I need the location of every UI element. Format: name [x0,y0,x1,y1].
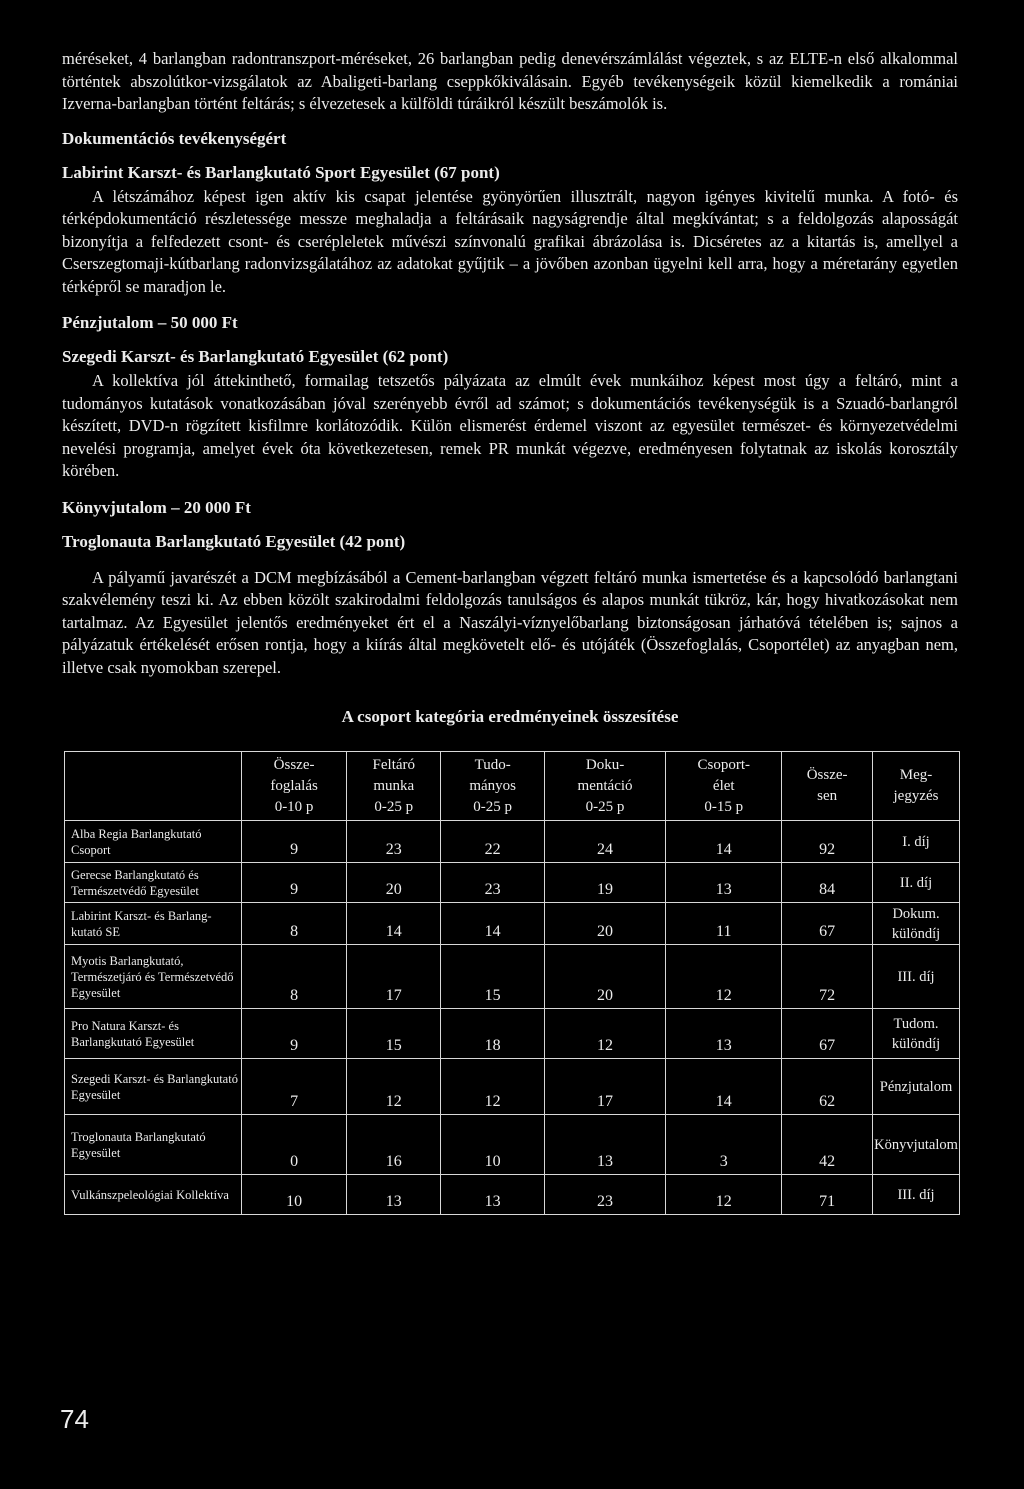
score-cell: 12 [666,945,782,1009]
org-name-cell: Szegedi Karszt- és Barlangkutató Egyesület [65,1059,242,1115]
score-cell: 8 [242,903,347,945]
page-content [62,48,958,1215]
score-cell: 11 [666,903,782,945]
score-cell: 23 [441,863,544,903]
award-cell: Könyvjutalom [873,1115,960,1175]
section-org-troglonauta: Troglonauta Barlangkutató Egyesület (42 pont) [62,531,406,551]
score-cell: 18 [441,1009,544,1059]
award-cell: II. díj [873,863,960,903]
score-cell: 16 [347,1115,441,1175]
org-name-cell: Labirint Karszt- és Barlang-kutató SE [65,903,242,945]
page-number: 74 [60,1404,89,1434]
award-cell: Pénzjutalom [873,1059,960,1115]
award-cell: III. díj [873,1175,960,1215]
score-cell: 24 [544,821,665,863]
score-cell: 20 [544,945,665,1009]
score-cell: 12 [666,1175,782,1215]
section-title-book-prize: Könyvjutalom – 20 000 Ft [62,497,251,517]
award-cell: III. díj [873,945,960,1009]
section-text-szegedi: A kollektíva jól áttekinthető, formailag tetszetős pályázata az elmúlt évek munkáihoz képest most úgy a feltáró, mint a tudományos kutatások vonatkozásában jóval szerényebb évről ad számot; s dokumentációs tevékenységük is a Szuadó-barlangról készített, DVD-n rögzített kisfilmre korlátozódik. Külön elismerést érdemel viszont az egyesület természet- és környezetvédelmi nevelési programja, amelyet évek óta következetesen, remek PR munkát végezve, eredményesen folytatnak az iskolás korosztály körében. [62,371,958,480]
table-header-row [65,752,960,821]
section-text-labirint: A létszámához képest igen aktív kis csapat jelentése gyönyörűen illusztrált, nagyon igényes kivitelű munka. A fotó- és térképdokumentáció részletessége messze meghaladja a feltárásaik nagyságrendje által megkívántat; s a feldolgozás alaposságát bizonyítja a felfedezett csont- és cserépleletek művészi színvonalú grafikai ábrázolása is. Dicséretes az a kitartás is, amellyel a Cserszegtomaji-kútbarlang radonvizsgálatához az adatokat gyűjtik – a jövőben azonban ügyelni kell arra, hogy a méretarány egyetlen térképről se maradjon le. [62,186,958,296]
score-cell: 13 [666,863,782,903]
score-cell: 14 [666,821,782,863]
org-name-cell: Alba Regia Barlangkutató Csoport [65,821,242,863]
score-cell: 9 [242,863,347,903]
table-header-cell: Össze- sen [782,752,873,821]
table-header-cell: Doku- mentáció 0-25 p [544,752,665,821]
score-cell: 14 [666,1059,782,1115]
score-cell: 42 [782,1115,873,1175]
score-cell: 84 [782,863,873,903]
score-cell: 14 [441,903,544,945]
results-table-body [65,821,960,1215]
score-cell: 71 [782,1175,873,1215]
score-cell: 15 [441,945,544,1009]
org-name-cell: Myotis Barlangkutató, Természetjáró és Természetvédő Egyesület [65,945,242,1009]
table-row [65,821,960,863]
score-cell: 8 [242,945,347,1009]
score-cell: 20 [544,903,665,945]
score-cell: 13 [347,1175,441,1215]
score-cell: 67 [782,1009,873,1059]
score-cell: 72 [782,945,873,1009]
score-cell: 62 [782,1059,873,1115]
score-cell: 9 [242,1009,347,1059]
score-cell: 13 [441,1175,544,1215]
table-row [65,863,960,903]
table-row [65,1059,960,1115]
org-name-cell: Gerecse Barlangkutató és Természetvédő Egyesület [65,863,242,903]
score-cell: 12 [441,1059,544,1115]
section-title-documentation: Dokumentációs tevékenységért [62,128,287,148]
award-cell: Dokum. különdíj [873,903,960,945]
score-cell: 14 [347,903,441,945]
score-cell: 13 [544,1115,665,1175]
score-cell: 7 [242,1059,347,1115]
score-cell: 3 [666,1115,782,1175]
table-row [65,1175,960,1215]
score-cell: 23 [347,821,441,863]
score-cell: 13 [666,1009,782,1059]
score-cell: 15 [347,1009,441,1059]
score-cell: 19 [544,863,665,903]
section-title-cash-prize: Pénzjutalom – 50 000 Ft [62,313,238,332]
table-header-cell: Össze- foglalás 0-10 p [242,752,347,821]
section-org-labirint: Labirint Karszt- és Barlangkutató Sport Egyesület (67 pont) [62,162,500,182]
award-cell: Tudom. különdíj [873,1009,960,1059]
table-header-cell [65,752,242,821]
score-cell: 17 [347,945,441,1009]
score-cell: 10 [242,1175,347,1215]
table-row [65,945,960,1009]
results-table [64,751,960,1215]
table-row [65,1115,960,1175]
section-org-szegedi: Szegedi Karszt- és Barlangkutató Egyesület (62 pont) [62,347,449,366]
table-row [65,903,960,945]
org-name-cell: Troglonauta Barlangkutató Egyesület [65,1115,242,1175]
score-cell: 12 [544,1009,665,1059]
table-header-cell: Csoport- élet 0-15 p [666,752,782,821]
score-cell: 92 [782,821,873,863]
table-row [65,1009,960,1059]
intro-paragraph: méréseket, 4 barlangban radontranszport-méréseket, 26 barlangban pedig denevérszámlálást végeztek, s az ELTE-n első alkalommal történtek abszolútkor-vizsgálatok az Abaligeti-barlang cseppkőkiválásain. Egyéb tevékenységeik közül kiemelkedik a romániai Izverna-barlangban történt feltárás; s élvezetesek a külföldi túráikról készült beszámolók is. [62,49,958,113]
org-name-cell: Pro Natura Karszt- és Barlangkutató Egyesület [65,1009,242,1059]
score-cell: 17 [544,1059,665,1115]
section-text-troglonauta: A pályamű javarészét a DCM megbízásából a Cement-barlangban végzett feltáró munka ismertetése és a kapcsolódó barlangtani szakvélemény teszi ki. Az ebben közölt szakirodalmi feldolgozás tanulságos és alapos munkát tükröz, kár, hogy hivatkozásokat nem tartalmaz. Az Egyesület jelentős eredményeket ért el a Naszályi-víznyelőbarlang biztonságosan járhatóvá tételében is; sajnos a pályázatuk értékelését erősen rontja, hogy a kiírás által megkövetelt elő- és utójáték (Összefoglalás, Csoportélet) az anyagban nem, illetve csak nyomokban szerepel. [62,567,958,677]
table-title: A csoport kategória eredményeinek összesítése [341,707,679,726]
table-header-cell: Feltáró munka 0-25 p [347,752,441,821]
score-cell: 10 [441,1115,544,1175]
org-name-cell: Vulkánszpeleológiai Kollektíva [65,1175,242,1215]
award-cell: I. díj [873,821,960,863]
score-cell: 22 [441,821,544,863]
table-header-cell: Meg- jegyzés [873,752,960,821]
score-cell: 20 [347,863,441,903]
table-header-cell: Tudo- mányos 0-25 p [441,752,544,821]
score-cell: 12 [347,1059,441,1115]
score-cell: 67 [782,903,873,945]
score-cell: 0 [242,1115,347,1175]
score-cell: 23 [544,1175,665,1215]
score-cell: 9 [242,821,347,863]
